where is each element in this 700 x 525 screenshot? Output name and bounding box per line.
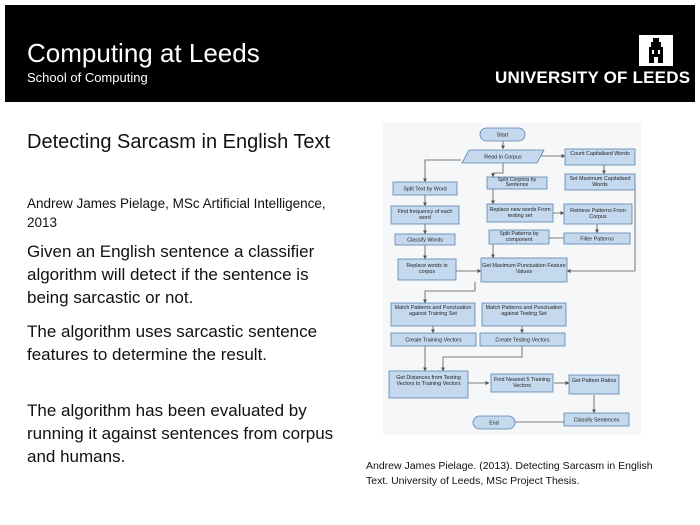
flowchart (383, 123, 641, 435)
label-split-corpora: Split Corpora by Sentence (497, 177, 537, 189)
university-crest-icon (639, 35, 673, 66)
label-split-text: Split Text by Word (403, 186, 447, 193)
label-start: Start (496, 132, 509, 139)
label-classify-words: Classify Words (407, 237, 443, 244)
label-match-testing: Match Patterns and Punctuation against Testing Set (485, 304, 563, 317)
label-retrieve-patterns: Retrieve Patterns From Corpus (570, 207, 626, 220)
label-find-nearest: Find Nearest 5 Training Vectors (493, 376, 551, 389)
label-find-nearest-wrap (491, 374, 553, 392)
header-title: Computing at Leeds (27, 38, 260, 68)
label-create-testing: Create Testing Vectors (495, 337, 550, 344)
label-create-training: Create Training Vectors (405, 337, 462, 344)
university-name: UNIVERSITY OF LEEDS (495, 68, 691, 87)
label-match-training-wrap (391, 303, 475, 326)
label-replace-new: Replace new words From testing set (489, 206, 551, 219)
paragraph-2: The algorithm uses sarcastic sentence features to determine the result. (27, 322, 318, 364)
paragraph-1: Given an English sentence a classifier algorithm will detect if the sentence is being sarcastic or not. (27, 242, 315, 307)
flowchart-panel (383, 123, 641, 435)
author-line: Andrew James Pielage, MSc Artificial Intelligence, 2013 (27, 196, 326, 230)
label-end: End (489, 420, 499, 427)
label-find-freq-wrap (391, 206, 459, 224)
label-split-patterns: Split Patterns by component (499, 230, 539, 243)
label-classify-sentences: Classify Sentences (573, 417, 620, 424)
label-replace-words: Replace words in corpus (406, 263, 448, 276)
label-get-ratios: Get Pattern Ratios (571, 378, 617, 384)
label-split-patterns-wrap (489, 230, 549, 244)
header-subtitle: School of Computing (27, 70, 148, 85)
label-set-max-caps-wrap (565, 174, 635, 190)
label-get-ratios-wrap (569, 375, 619, 394)
label-split-corpora-wrap (487, 177, 547, 189)
label-get-max-punct: Get Maximum Punctuation Feature Values (482, 263, 566, 276)
label-match-testing-wrap (482, 303, 566, 326)
label-read-corpus: Read in Corpus (484, 154, 522, 161)
label-get-distances-wrap (389, 371, 468, 398)
label-replace-words-wrap (398, 259, 456, 280)
label-set-max-caps: Set Maximum Capitalised Words (569, 175, 631, 188)
label-get-distances: Get Distances from Testing Vectors to Training Vectors (396, 374, 461, 387)
label-count-caps-wrap (565, 149, 635, 165)
citation: Andrew James Pielage. (2013). Detecting Sarcasm in English Text. University of Leeds, MSc Project Thesis. (366, 460, 653, 487)
paragraph-3: The algorithm has been evaluated by running it against sentences from corpus and humans. (27, 401, 334, 466)
label-count-caps: Count Capitalised Words (570, 150, 630, 157)
label-filter-patterns: Filter Patterns (580, 236, 614, 243)
slide-title: Detecting Sarcasm in English Text (27, 131, 331, 153)
label-match-training: Match Patterns and Punctuation against Training Set (394, 304, 472, 317)
label-retrieve-patterns-wrap (564, 204, 632, 224)
label-get-max-punct-wrap (481, 258, 567, 282)
label-replace-new-wrap (487, 204, 553, 222)
label-find-freq: Find frequency of each word (397, 208, 453, 221)
